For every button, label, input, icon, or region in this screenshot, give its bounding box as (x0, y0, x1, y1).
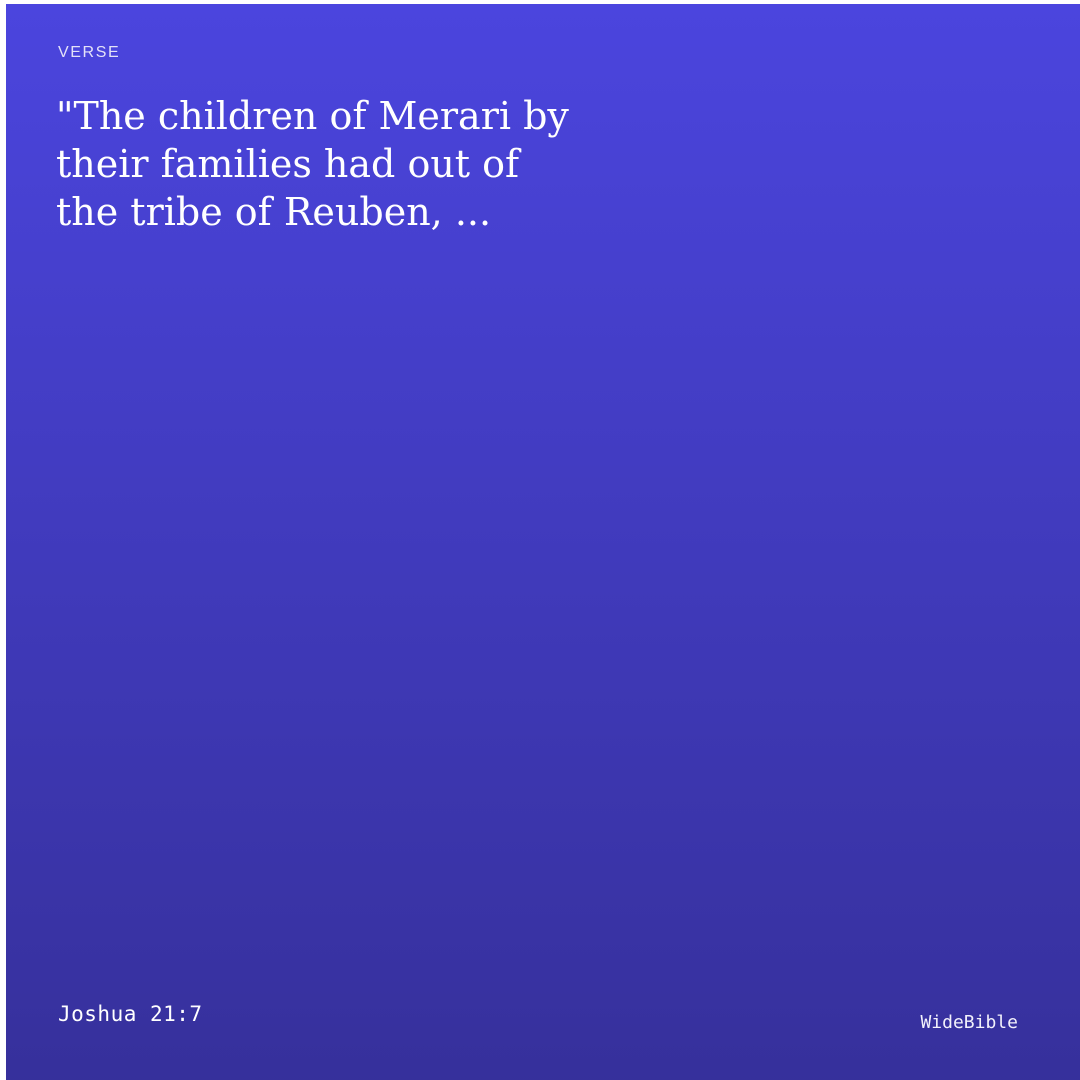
verse-quote-line-1: "The children of Merari by (56, 94, 569, 138)
verse-reference: Joshua 21:7 (58, 1002, 203, 1026)
brand-watermark: WideBible (920, 1012, 1018, 1033)
verse-card (6, 4, 1080, 1080)
verse-quote-line-3: the tribe of Reuben, ... (56, 190, 492, 234)
verse-quote (56, 92, 676, 236)
verse-quote-line-2: their families had out of (56, 142, 520, 186)
verse-label: VERSE (58, 44, 121, 61)
